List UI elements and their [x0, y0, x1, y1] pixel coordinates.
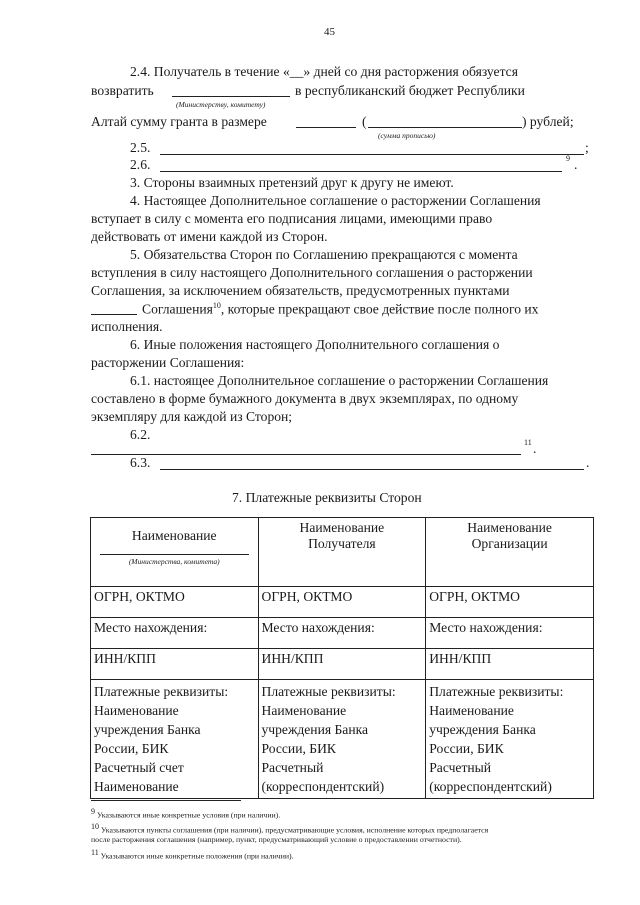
cell-bank-3	[426, 680, 594, 799]
page-number: 45	[324, 26, 335, 38]
bank-2-line3: учреждения Банка	[261, 722, 369, 737]
footnote-10-text: Указываются пункты соглашения (при наличии), предусматривающие условия, исполнение которых предполагается	[99, 825, 489, 835]
bank-3-line5: Расчетный	[429, 760, 492, 775]
header-organization-line1: Наименование	[467, 520, 552, 535]
clause-2-4-line3-end: ) рублей;	[522, 114, 574, 129]
bank-2-line2: Наименование	[261, 703, 347, 718]
header-organization-line2: Организации	[471, 536, 548, 551]
clause-5-line4	[142, 301, 538, 318]
clause-4-line1: 4. Настоящее Дополнительное соглашение о расторжении Соглашения	[130, 193, 541, 208]
bank-1-line3: учреждения Банка	[94, 722, 201, 737]
footnote-9-text: Указываются иные конкретные условия (при наличии).	[95, 810, 281, 820]
clause-5-line1: 5. Обязательства Сторон по Соглашению прекращаются с момента	[130, 247, 518, 262]
clause-2-5-number: 2.5.	[130, 140, 151, 155]
footnote-9	[91, 807, 280, 820]
cell-inn-2: ИНН/КПП	[258, 649, 426, 680]
amount-words-blank	[368, 127, 522, 128]
clause-4-line2: вступает в силу с момента его подписания лицами, имеющими право	[91, 211, 493, 226]
footnote-11-text: Указываются иные конкретные положения (при наличии).	[98, 851, 294, 861]
clause-6-1-line1: 6.1. настоящее Дополнительное соглашение о расторжении Соглашения	[130, 373, 549, 388]
clause-6-2-blank	[91, 454, 521, 455]
header-recipient	[258, 518, 426, 587]
cell-inn-1: ИНН/КПП	[91, 649, 259, 680]
clause-6-2-number: 6.2.	[130, 427, 151, 442]
clause-5-line5: исполнения.	[91, 319, 163, 334]
clause-5-line2: вступления в силу настоящего Дополнительного соглашения о расторжении	[91, 265, 533, 280]
clause-2-6-blank	[160, 171, 562, 172]
footnote-11-number: 11	[91, 848, 99, 857]
clause-6-3-blank	[160, 469, 584, 470]
table-row-ogrn	[91, 587, 594, 618]
clause-4-line3: действовать от имени каждой из Сторон.	[91, 229, 328, 244]
section-7-title: 7. Платежные реквизиты Сторон	[232, 490, 422, 505]
header-organization	[426, 518, 594, 587]
clause-2-4-line3-start: Алтай сумму гранта в размере	[91, 114, 267, 129]
footnote-ref-10: 10	[212, 301, 221, 310]
footnote-11	[91, 848, 294, 861]
header-ministry-label: Наименование	[131, 528, 217, 543]
clause-2-4-line2-start: возвратить	[91, 83, 154, 98]
header-ministry	[91, 518, 259, 587]
footnote-10-line2: после расторжения соглашения (например, пункт, предусматривающий условие о предоставлении отчетности).	[91, 835, 462, 844]
table-row-bank	[91, 680, 594, 799]
clause-5-rest: , которые прекращают свое действие после полного их	[220, 301, 539, 317]
bank-3-line4: России, БИК	[429, 741, 504, 756]
clause-5-line3: Соглашения, за исключением обязательств, предусмотренных пунктами	[91, 283, 510, 298]
header-recipient-line1: Наименование	[299, 520, 385, 535]
cell-inn-3: ИНН/КПП	[426, 649, 594, 680]
clause-3: 3. Стороны взаимных претензий друг к другу не имеют.	[130, 175, 454, 190]
clause-2-4-paren-open: (	[362, 114, 367, 129]
clause-6-line1: 6. Иные положения настоящего Дополнительного соглашения о	[130, 337, 500, 352]
clause-6-line2: расторжении Соглашения:	[91, 355, 245, 370]
clause-2-5-blank	[160, 154, 584, 155]
cell-location-3: Место нахождения:	[426, 618, 594, 649]
footnote-ref-11: 11	[524, 438, 532, 447]
table-row-inn	[91, 649, 594, 680]
cell-ogrn-2: ОГРН, ОКТМО	[258, 587, 426, 618]
clause-6-3-end: .	[586, 455, 590, 470]
bank-2-line6: (корреспондентский)	[261, 779, 385, 794]
cell-ogrn-3: ОГРН, ОКТМО	[426, 587, 594, 618]
bank-2-line1: Платежные реквизиты:	[261, 684, 396, 699]
footnote-10-number: 10	[91, 822, 99, 831]
table-header-row	[91, 518, 594, 587]
bank-1-line1: Платежные реквизиты:	[94, 684, 229, 699]
footnote-10-line1	[91, 822, 488, 835]
bank-1-line4: России, БИК	[94, 741, 169, 756]
caption-ministry: (Министерству, комитету)	[176, 100, 266, 109]
bank-1-line6: Наименование	[94, 779, 179, 794]
bank-3-line6: (корреспондентский)	[429, 779, 552, 794]
clause-2-6-number: 2.6.	[130, 157, 151, 172]
cell-ogrn-1: ОГРН, ОКТМО	[91, 587, 259, 618]
header-recipient-line2: Получателя	[308, 536, 376, 551]
bank-2-line4: России, БИК	[261, 741, 336, 756]
bank-3-line2: Наименование	[429, 703, 514, 718]
amount-blank	[296, 127, 356, 128]
clause-2-4-line1: 2.4. Получатель в течение «__» дней со дня расторжения обязуется	[130, 64, 518, 79]
ministry-blank	[172, 96, 290, 97]
bank-1-line2: Наименование	[94, 703, 179, 718]
table-row-location	[91, 618, 594, 649]
caption-amount-words: (сумма прописью)	[378, 131, 436, 140]
clause-6-2-end: .	[533, 441, 537, 456]
clause-6-1-line2: составлено в форме бумажного документа в двух экземплярах, по одному	[91, 391, 519, 406]
clause-5-agreement: Соглашения	[142, 301, 213, 317]
clause-6-1-line3: экземпляру для каждой из Сторон;	[91, 409, 293, 424]
cell-location-2: Место нахождения:	[258, 618, 426, 649]
clause-2-6-end: .	[574, 157, 578, 172]
header-ministry-blank	[100, 554, 249, 555]
cell-bank-2	[258, 680, 426, 799]
bank-2-line5: Расчетный	[261, 760, 324, 775]
bank-3-line3: учреждения Банка	[429, 722, 536, 737]
footnote-ref-9: 9	[566, 154, 570, 163]
footnote-9-number: 9	[91, 807, 95, 816]
payment-details-table	[90, 517, 594, 799]
clause-2-5-end: ;	[585, 140, 589, 155]
clause-6-3-number: 6.3.	[130, 455, 151, 470]
cell-bank-1	[91, 680, 259, 799]
bank-3-line1: Платежные реквизиты:	[429, 684, 564, 699]
bank-1-line5: Расчетный счет	[94, 760, 184, 775]
footnote-separator	[91, 800, 241, 801]
clause-5-points-blank	[91, 314, 137, 315]
clause-2-4-line2-end: в республиканский бюджет Республики	[295, 83, 525, 98]
header-ministry-caption: (Министерства, комитета)	[128, 557, 220, 566]
cell-location-1: Место нахождения:	[91, 618, 259, 649]
